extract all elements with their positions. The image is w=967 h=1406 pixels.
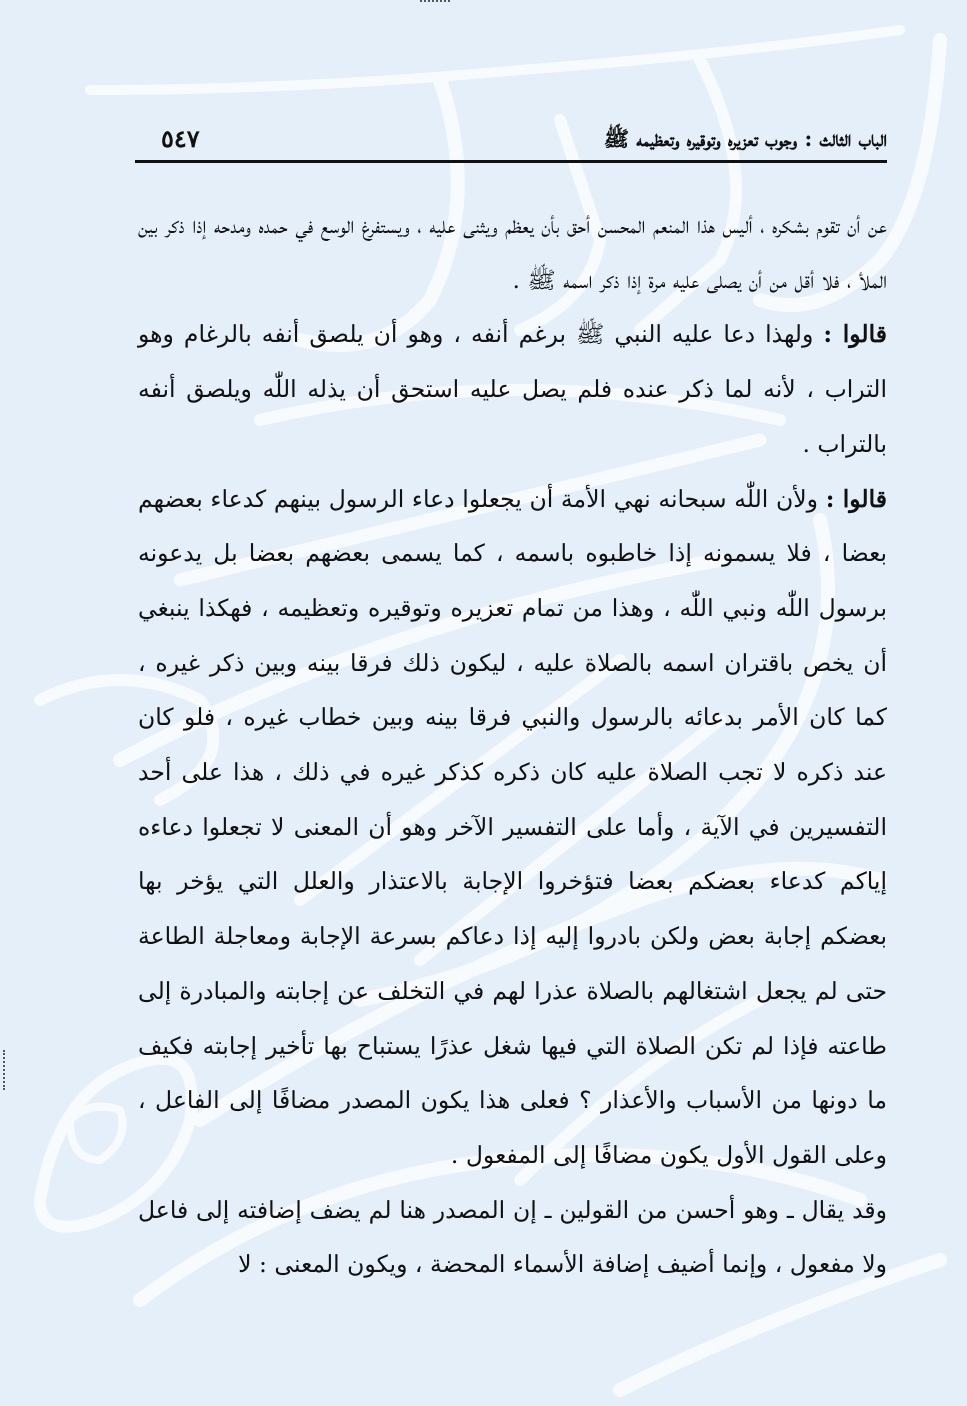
paragraph [138, 198, 887, 307]
paragraph-lead-term: قالوا : [823, 320, 887, 349]
paragraph-text: ولأن اللّٰه سبحانه نهي الأمة أن يجعلوا دعاء الرسول بينهم كدعاء بعضهم بعضا ، فلا يسمونه إذا خاطبوه باسمه ، كما يسمى بعضهم بعضا بل يدعونه برسول اللّٰه ونبي اللّٰه ، وهذا من تمام تعزيره وتوقيره وتعظيمه ، فهكذا ينبغي أن يخص باقتران اسمه بالصلاة عليه ، ليكون ذلك فرقا بينه وبين ذكر غيره ، كما كان الأمر بدعائه بالرسول والنبي فرقا بينه وبين خطاب غيره ، فلو كان عند ذكره لا تجب الصلاة عليه كان ذكره كذكر غيره في ذلك ، هذا على أحد التفسيرين في الآية ، وأما على التفسير الآخر وهو أن المعنى لا تجعلوا دعاءه إياكم كدعاء بعضكم بعضا فتؤخروا الإجابة بالاعتذار والعلل التي يؤخر بها بعضكم إجابة بعض ولكن بادروا إليه إذا دعاكم بسرعة الإجابة ومعاجلة الطاعة حتى لم يجعل اشتغالهم بالصلاة عذرا لهم في التخلف عن إجابته والمبادرة إلى طاعته فإذا لم تكن الصلاة التي فيها شغل عذرًا يستباح بها تأخير إجابته فكيف ما دونها من الأسباب والأعذار ؟ فعلى هذا يكون المصدر مضافًا إلى الفاعل ، وعلى القول الأول يكون مضافًا إلى المفعول . [138, 484, 887, 1169]
header-rule [135, 160, 887, 163]
chapter-title: الباب الثالث : وجوب تعزيره وتوقيره وتعظيمه ﷺ [603, 126, 887, 151]
body-text [138, 198, 887, 1292]
paragraph-text: عن أن تقوم بشكره ، أليس هذا المنعم المحسن أحق بأن يعظم ويثنى عليه ، ويستفرغ الوسع في حمده ومدحه إذا ذكر بين الملأ ، فلا أقل من أن يصلى عليه مرة إذا ذكر اسمه ﷺ . [138, 211, 887, 294]
paragraph [138, 1183, 887, 1292]
running-header [135, 120, 887, 160]
paragraph [138, 307, 887, 471]
scan-mark-top [420, 0, 450, 6]
paragraph-lead-term: قالوا : [825, 484, 887, 513]
scan-mark-margin [3, 1050, 7, 1090]
paragraph-text: وقد يقال ـ وهو أحسن من القولين ـ إن المصدر هنا لم يضف إضافته إلى فاعل ولا مفعول ، وإنما أضيف إضافة الأسماء المحضة ، ويكون المعنى : لا [138, 1195, 887, 1279]
page-number: ٥٤٧ [161, 124, 200, 153]
paragraph [138, 472, 887, 1183]
paragraph-text: ولهذا دعا عليه النبي ﷺ برغم أنفه ، وهو أن يلصق أنفه بالرغام وهو التراب ، لأنه لما ذكر عنده فلم يصل عليه استحق أن يذله اللّٰه ويلصق أنفه بالتراب . [138, 320, 887, 458]
